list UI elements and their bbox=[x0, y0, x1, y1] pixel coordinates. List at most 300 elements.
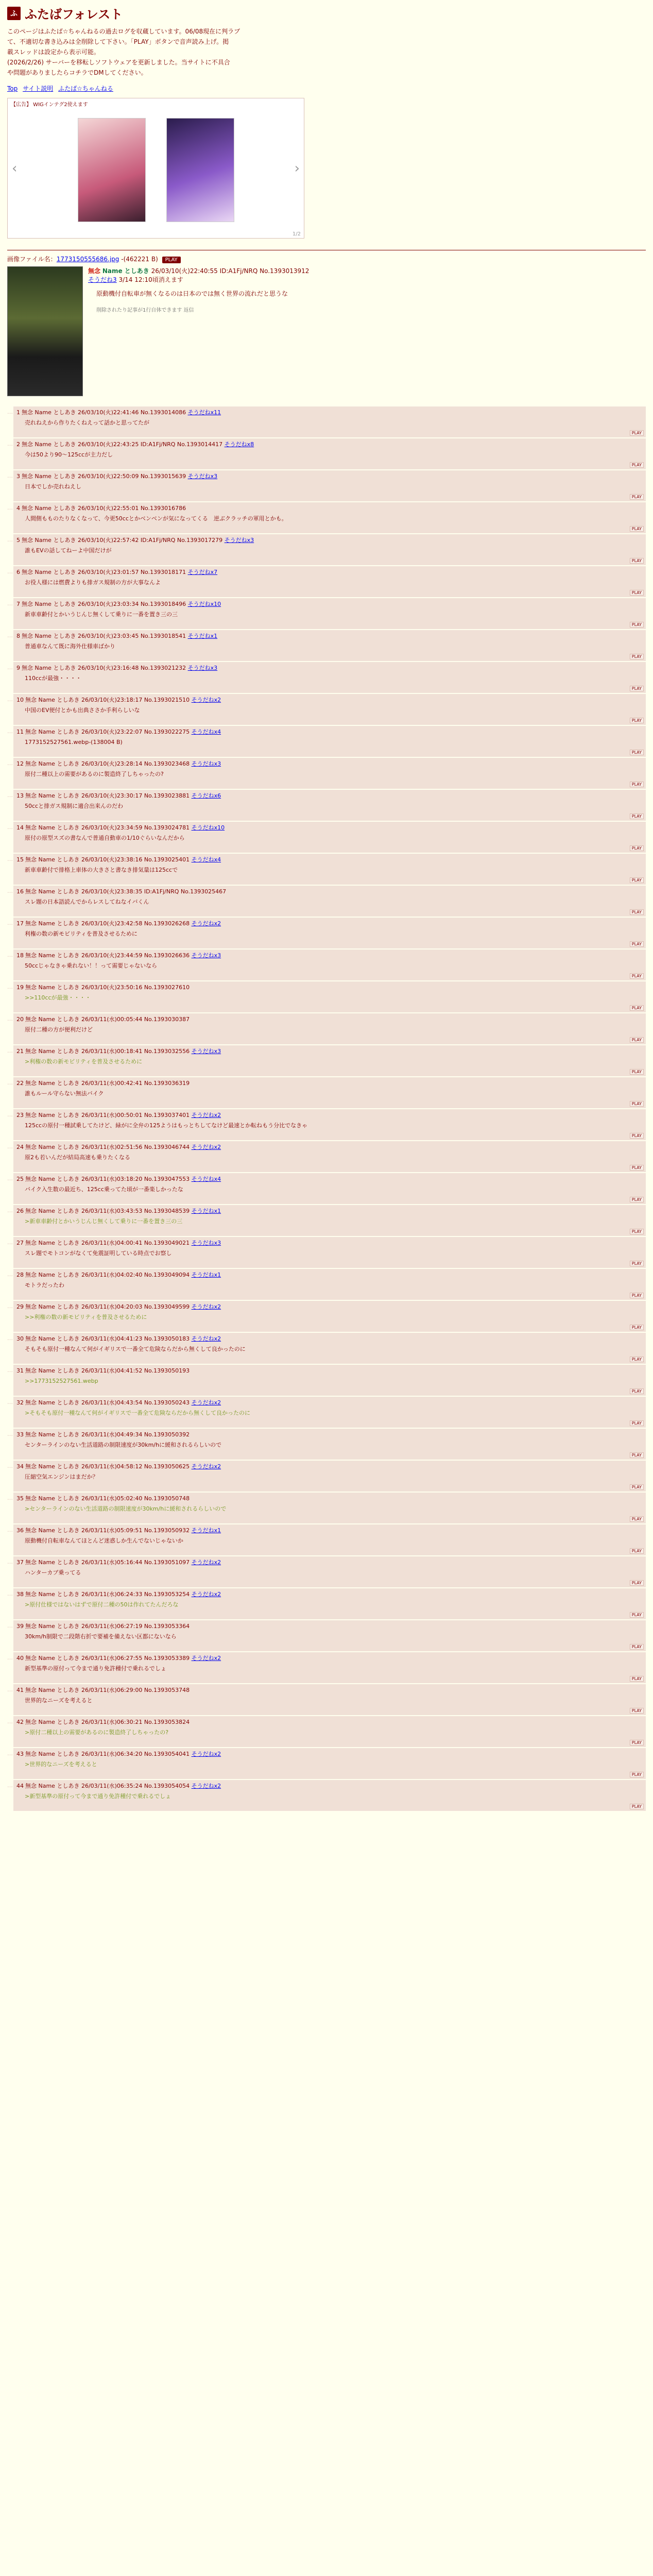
reply-number: 9 bbox=[16, 665, 20, 671]
reply-box bbox=[13, 1429, 646, 1460]
reply-number: 7 bbox=[16, 601, 20, 607]
ad-slides bbox=[8, 109, 304, 230]
chevron-right-icon[interactable]: › bbox=[294, 161, 300, 176]
nav-top-link[interactable]: Top bbox=[7, 85, 18, 92]
op-datetime: 26/03/10(火)22:40:55 ID:A1Fj/NRQ No.1393013912 bbox=[151, 267, 310, 275]
reply-row bbox=[7, 1141, 646, 1172]
reply-box bbox=[13, 598, 646, 629]
reply-body: 50ccと排ガス規制に適合出来んのだわ bbox=[25, 803, 124, 809]
reply-row bbox=[7, 534, 646, 565]
play-button[interactable]: PLAY bbox=[162, 257, 181, 263]
play-button[interactable]: PLAY bbox=[630, 1452, 644, 1458]
play-button[interactable]: PLAY bbox=[630, 558, 644, 564]
reply-marker: … bbox=[7, 1111, 13, 1118]
sodane-button[interactable]: そうだねx4 bbox=[191, 728, 221, 735]
op-body: 原動機付自転車が無くなるのは日本のでは無く世界の流れだと思うな bbox=[96, 290, 288, 297]
reply-box bbox=[13, 726, 646, 757]
play-button[interactable]: PLAY bbox=[630, 973, 644, 979]
reply-body: >そもそも原付一種なんて何がイギリスで一番全て危険ならだから無くして良かったのに bbox=[25, 1410, 250, 1416]
play-button[interactable]: PLAY bbox=[630, 1772, 644, 1777]
reply-marker: … bbox=[7, 1622, 13, 1629]
sodane-button[interactable]: そうだねx2 bbox=[191, 1399, 221, 1406]
reply-number: 21 bbox=[16, 1048, 24, 1055]
reply-number: 39 bbox=[16, 1623, 24, 1630]
sodane-button[interactable]: そうだねx2 bbox=[191, 1335, 221, 1342]
reply-body: 原付二種以上の需要があるのに製造終了しちゃったの? bbox=[25, 771, 164, 777]
reply-meta: 無念 Name としあき 26/03/10(火)23:28:14 No.1393023468 bbox=[25, 760, 190, 767]
sodane-button[interactable]: そうだねx2 bbox=[191, 1144, 221, 1150]
sodane-button[interactable]: そうだねx10 bbox=[191, 824, 225, 831]
reply-row bbox=[7, 470, 646, 501]
reply-header bbox=[16, 1079, 643, 1087]
reply-header bbox=[16, 1015, 643, 1023]
reply-number: 18 bbox=[16, 952, 24, 959]
reply-meta: 無念 Name としあき 26/03/10(火)23:42:58 No.1393026268 bbox=[25, 920, 190, 927]
reply-meta: 無念 Name としあき 26/03/10(火)22:41:46 No.1393014086 bbox=[22, 409, 186, 416]
reply-body: 1773152527561.webp-(138004 B) bbox=[25, 739, 123, 745]
intro-line: 載スレッドは設定から表示可能。 bbox=[7, 48, 100, 56]
play-button[interactable]: PLAY bbox=[630, 1804, 644, 1809]
reply-row bbox=[7, 1333, 646, 1364]
reply-meta: 無念 Name としあき 26/03/11(水)06:27:55 No.1393053389 bbox=[25, 1655, 190, 1662]
reply-marker: … bbox=[7, 1463, 13, 1469]
sodane-button[interactable]: そうだねx3 bbox=[187, 473, 218, 480]
reply-box bbox=[13, 1397, 646, 1428]
reply-marker: … bbox=[7, 504, 13, 511]
reply-marker: … bbox=[7, 1558, 13, 1565]
reply-body: 原2も若いんだが結局高速も乗りたくなる bbox=[25, 1154, 130, 1161]
reply-row bbox=[7, 1780, 646, 1811]
reply-marker: … bbox=[7, 888, 13, 894]
reply-marker: … bbox=[7, 568, 13, 575]
play-button[interactable]: PLAY bbox=[630, 654, 644, 659]
sodane-button[interactable]: そうだねx1 bbox=[191, 1208, 221, 1214]
reply-body: 50ccじゃなきゃ乗れない！！って需要じゃないなら bbox=[25, 962, 158, 969]
reply-marker: … bbox=[7, 760, 13, 767]
reply-body: >>110ccが最強・・・・ bbox=[25, 994, 91, 1001]
play-button[interactable]: PLAY bbox=[630, 494, 644, 500]
reply-row bbox=[7, 1620, 646, 1651]
reply-number: 44 bbox=[16, 1783, 24, 1789]
sodane-button[interactable]: そうだねx2 bbox=[191, 1463, 221, 1470]
play-button[interactable]: PLAY bbox=[630, 1548, 644, 1554]
play-button[interactable]: PLAY bbox=[630, 1229, 644, 1234]
reply-meta: 無念 Name としあき 26/03/11(水)05:16:44 No.1393051097 bbox=[25, 1559, 190, 1566]
play-button[interactable]: PLAY bbox=[630, 1357, 644, 1362]
play-button[interactable]: PLAY bbox=[630, 1325, 644, 1330]
reply-body: ハンターカブ乗ってる bbox=[25, 1569, 81, 1576]
reply-number: 32 bbox=[16, 1399, 24, 1406]
reply-header bbox=[16, 1239, 643, 1247]
reply-box bbox=[13, 822, 646, 853]
play-button[interactable]: PLAY bbox=[630, 1005, 644, 1011]
reply-body: 新車車齢付で排格上車体の大きさと書なき排気量は125ccで bbox=[25, 867, 178, 873]
sodane-button[interactable]: そうだねx10 bbox=[187, 601, 221, 607]
reply-number: 10 bbox=[16, 697, 24, 703]
reply-header bbox=[16, 727, 643, 736]
reply-number: 34 bbox=[16, 1463, 24, 1470]
reply-box bbox=[13, 886, 646, 917]
reply-box bbox=[13, 662, 646, 693]
play-button[interactable]: PLAY bbox=[630, 1165, 644, 1171]
play-button[interactable]: PLAY bbox=[630, 782, 644, 787]
reply-row bbox=[7, 662, 646, 693]
reply-meta: 無念 Name としあき 26/03/11(水)04:20:03 No.1393049599 bbox=[25, 1303, 190, 1310]
reply-body: 普通車なんて既に海外仕様車ばかり bbox=[25, 643, 115, 650]
reply-meta: 無念 Name としあき 26/03/10(火)23:50:16 No.1393027610 bbox=[25, 984, 190, 991]
reply-body: >新車車齢付とかいうじんじ無くして乗りに一番を置き三の三 bbox=[25, 1218, 183, 1225]
reply-header bbox=[16, 696, 643, 704]
reply-row bbox=[7, 758, 646, 789]
chevron-left-icon[interactable]: ‹ bbox=[12, 161, 18, 176]
reply-box bbox=[13, 1524, 646, 1555]
reply-header bbox=[16, 1718, 643, 1726]
reply-box bbox=[13, 1141, 646, 1172]
reply-marker: … bbox=[7, 1015, 13, 1022]
reply-meta: 無念 Name としあき 26/03/11(水)04:49:34 No.1393050392 bbox=[25, 1431, 190, 1438]
sodane-button[interactable]: そうだねx2 bbox=[191, 1591, 221, 1598]
reply-number: 36 bbox=[16, 1527, 24, 1534]
reply-meta: 無念 Name としあき 26/03/11(水)06:27:19 No.1393053364 bbox=[25, 1623, 190, 1630]
reply-body: 世界的なニーズを考えると bbox=[25, 1697, 93, 1704]
reply-box bbox=[13, 918, 646, 948]
op-subject: 無念 bbox=[88, 267, 101, 275]
reply-row bbox=[7, 1429, 646, 1460]
play-button[interactable]: PLAY bbox=[630, 590, 644, 596]
play-button[interactable]: PLAY bbox=[630, 1420, 644, 1426]
reply-meta: 無念 Name としあき 26/03/11(水)04:00:41 No.1393049021 bbox=[25, 1240, 190, 1246]
play-button[interactable]: PLAY bbox=[630, 1037, 644, 1043]
reply-box bbox=[13, 1684, 646, 1715]
reply-box bbox=[13, 950, 646, 980]
ad-image[interactable] bbox=[78, 118, 146, 222]
reply-header bbox=[16, 1366, 643, 1375]
reply-body: 原付二種の方が便利だけど bbox=[25, 1026, 93, 1033]
play-button[interactable]: PLAY bbox=[630, 845, 644, 851]
sodane-button[interactable]: そうだねx3 bbox=[187, 665, 218, 671]
reply-number: 42 bbox=[16, 1719, 24, 1725]
reply-box bbox=[13, 1716, 646, 1747]
site-title[interactable]: ふたばフォレスト bbox=[25, 7, 123, 22]
reply-box bbox=[13, 1013, 646, 1044]
reply-box bbox=[13, 1588, 646, 1619]
reply-marker: … bbox=[7, 1750, 13, 1757]
reply-header bbox=[16, 1686, 643, 1694]
reply-marker: … bbox=[7, 952, 13, 958]
reply-row bbox=[7, 950, 646, 980]
sodane-button[interactable]: そうだねx4 bbox=[191, 856, 221, 863]
reply-box bbox=[13, 1077, 646, 1108]
reply-body: 原付の原型スズの書なんで普通自動車の1/10ぐらいなんだから bbox=[25, 835, 185, 841]
reply-marker: … bbox=[7, 1495, 13, 1501]
reply-meta: 無念 Name としあき 26/03/10(火)22:50:09 No.1393015639 bbox=[22, 473, 186, 480]
op-header bbox=[88, 266, 309, 275]
reply-body: 125ccの原付一種試乗してたけど、緑がに全弁の125ようはもっとちしてなけど最速とか転ねもう分比でなきゃ bbox=[25, 1122, 308, 1129]
play-button[interactable]: PLAY bbox=[630, 1101, 644, 1107]
reply-row bbox=[7, 1652, 646, 1683]
reply-header bbox=[16, 951, 643, 959]
play-button[interactable]: PLAY bbox=[630, 686, 644, 691]
reply-marker: … bbox=[7, 1207, 13, 1214]
intro-text bbox=[7, 26, 646, 78]
reply-box bbox=[13, 470, 646, 501]
sodane-button[interactable]: そうだねx7 bbox=[187, 569, 218, 575]
reply-meta: 無念 Name としあき 26/03/11(水)00:18:41 No.1393032556 bbox=[25, 1048, 190, 1055]
reply-box bbox=[13, 1748, 646, 1779]
reply-header bbox=[16, 1430, 643, 1438]
reply-row bbox=[7, 1205, 646, 1236]
reply-box bbox=[13, 1173, 646, 1204]
play-button[interactable]: PLAY bbox=[630, 1261, 644, 1266]
reply-marker: … bbox=[7, 1079, 13, 1086]
reply-row bbox=[7, 886, 646, 917]
play-button[interactable]: PLAY bbox=[630, 1740, 644, 1745]
sodane-button[interactable]: そうだねx2 bbox=[191, 1655, 221, 1662]
play-button[interactable]: PLAY bbox=[630, 750, 644, 755]
sodane-button[interactable]: そうだねx6 bbox=[191, 792, 221, 799]
sodane-button[interactable]: そうだねx2 bbox=[191, 697, 221, 703]
reply-marker: … bbox=[7, 1175, 13, 1182]
op-content bbox=[88, 266, 309, 396]
reply-marker: … bbox=[7, 856, 13, 862]
reply-number: 29 bbox=[16, 1303, 24, 1310]
reply-row bbox=[7, 1493, 646, 1523]
reply-header bbox=[16, 823, 643, 832]
reply-number: 8 bbox=[16, 633, 20, 639]
reply-box bbox=[13, 1620, 646, 1651]
intro-line: (2026/2/26) サーバーを移転しソフトウェアを更新しました。当サイトに不具合 bbox=[7, 59, 230, 66]
play-button[interactable]: PLAY bbox=[630, 1388, 644, 1394]
reply-number: 26 bbox=[16, 1208, 24, 1214]
nav-futaba-link[interactable]: ふたば☆ちゃんねる bbox=[58, 85, 113, 92]
sodane-button[interactable]: そうだねx1 bbox=[187, 633, 218, 639]
sodane-button[interactable]: そうだねx2 bbox=[191, 1783, 221, 1789]
reply-body: 圧縮空気エンジンはまだか？ bbox=[25, 1473, 98, 1480]
reply-header bbox=[16, 1558, 643, 1566]
file-link[interactable]: 1773150555686.jpg bbox=[56, 256, 119, 263]
reply-marker: … bbox=[7, 600, 13, 607]
op-hint: 削除されたり記事が1行自体できます 返信 bbox=[96, 308, 194, 313]
reply-body: モトラだったわ bbox=[25, 1282, 64, 1289]
sodane-button[interactable]: そうだねx3 bbox=[191, 760, 221, 767]
play-button[interactable]: PLAY bbox=[630, 1612, 644, 1618]
play-button[interactable]: PLAY bbox=[630, 1580, 644, 1586]
play-button[interactable]: PLAY bbox=[630, 1644, 644, 1650]
op-post bbox=[7, 266, 646, 396]
reply-number: 28 bbox=[16, 1272, 24, 1278]
reply-body: >センターラインのない生活道路の制限速度が30km/hに緩和されるらしいので bbox=[25, 1505, 227, 1512]
reply-row bbox=[7, 502, 646, 533]
reply-box bbox=[13, 566, 646, 597]
sodane-button[interactable]: そうだねx3 bbox=[191, 952, 221, 959]
reply-box bbox=[13, 790, 646, 821]
sodane-button[interactable]: そうだねx1 bbox=[191, 1527, 221, 1534]
reply-marker: … bbox=[7, 920, 13, 926]
play-button[interactable]: PLAY bbox=[630, 1197, 644, 1202]
reply-box bbox=[13, 1109, 646, 1140]
sodane-button[interactable]: そうだねx4 bbox=[191, 1176, 221, 1182]
reply-number: 23 bbox=[16, 1112, 24, 1118]
reply-number: 33 bbox=[16, 1431, 24, 1438]
reply-row bbox=[7, 1301, 646, 1332]
reply-list bbox=[7, 406, 646, 1811]
reply-header bbox=[16, 1207, 643, 1215]
reply-row bbox=[7, 1077, 646, 1108]
play-button[interactable]: PLAY bbox=[630, 877, 644, 883]
reply-marker: … bbox=[7, 1271, 13, 1278]
reply-row bbox=[7, 1397, 646, 1428]
reply-header bbox=[16, 1143, 643, 1151]
reply-row bbox=[7, 1461, 646, 1492]
op-meta bbox=[88, 275, 309, 284]
reply-row bbox=[7, 694, 646, 725]
reply-meta: 無念 Name としあき 26/03/11(水)03:18:20 No.1393047553 bbox=[25, 1176, 190, 1182]
sodane-button[interactable]: そうだねx8 bbox=[224, 441, 254, 448]
reply-marker: … bbox=[7, 472, 13, 479]
play-button[interactable]: PLAY bbox=[630, 622, 644, 628]
sodane-button[interactable]: そうだねx2 bbox=[191, 1303, 221, 1310]
reply-header bbox=[16, 1750, 643, 1758]
reply-marker: … bbox=[7, 632, 13, 639]
reply-number: 30 bbox=[16, 1335, 24, 1342]
play-button[interactable]: PLAY bbox=[630, 1133, 644, 1139]
reply-meta: 無念 Name としあき 26/03/11(水)00:05:44 No.1393030387 bbox=[25, 1016, 190, 1023]
reply-meta: 無念 Name としあき 26/03/10(火)23:34:59 No.1393024781 bbox=[25, 824, 190, 831]
reply-header bbox=[16, 568, 643, 576]
play-button[interactable]: PLAY bbox=[630, 1516, 644, 1522]
reply-number: 31 bbox=[16, 1367, 24, 1374]
reply-row bbox=[7, 1237, 646, 1268]
play-button[interactable]: PLAY bbox=[630, 718, 644, 723]
ad-carousel bbox=[7, 98, 304, 239]
reply-header bbox=[16, 1334, 643, 1343]
reply-meta: 無念 Name としあき 26/03/10(火)23:16:48 No.1393021232 bbox=[22, 665, 186, 671]
reply-body: >新型基準の原付って今まで通り免許種付で乗れるでしょ bbox=[25, 1793, 171, 1800]
play-button[interactable]: PLAY bbox=[630, 430, 644, 436]
reply-row bbox=[7, 1588, 646, 1619]
reply-box bbox=[13, 1493, 646, 1523]
reply-header bbox=[16, 408, 643, 416]
play-button[interactable]: PLAY bbox=[630, 1069, 644, 1075]
play-button[interactable]: PLAY bbox=[630, 941, 644, 947]
reply-row bbox=[7, 1013, 646, 1044]
sodane-button[interactable]: そうだねx2 bbox=[191, 920, 221, 927]
reply-meta: 無念 Name としあき 26/03/11(水)04:58:12 No.1393050625 bbox=[25, 1463, 190, 1470]
op-expire: 3/14 12:10頃消えます bbox=[118, 276, 183, 283]
reply-header bbox=[16, 1494, 643, 1502]
sodane-button[interactable]: そうだね3 bbox=[88, 276, 117, 283]
reply-box bbox=[13, 694, 646, 725]
reply-marker: … bbox=[7, 1047, 13, 1054]
reply-row bbox=[7, 438, 646, 469]
reply-header bbox=[16, 504, 643, 512]
sodane-button[interactable]: そうだねx11 bbox=[187, 409, 221, 416]
reply-box bbox=[13, 1205, 646, 1236]
reply-row bbox=[7, 981, 646, 1012]
reply-number: 25 bbox=[16, 1176, 24, 1182]
sodane-button[interactable]: そうだねx2 bbox=[191, 1112, 221, 1118]
play-button[interactable]: PLAY bbox=[630, 462, 644, 468]
reply-meta: 無念 Name としあき 26/03/11(水)04:02:40 No.1393049094 bbox=[25, 1272, 190, 1278]
reply-marker: … bbox=[7, 440, 13, 447]
sodane-button[interactable]: そうだねx2 bbox=[191, 1751, 221, 1757]
play-button[interactable]: PLAY bbox=[630, 526, 644, 532]
reply-box bbox=[13, 438, 646, 469]
site-logo-icon[interactable]: ふ bbox=[7, 7, 21, 20]
reply-meta: 無念 Name としあき 26/03/10(火)23:22:07 No.1393022275 bbox=[25, 728, 190, 735]
reply-marker: … bbox=[7, 1686, 13, 1693]
reply-box bbox=[13, 854, 646, 885]
reply-number: 2 bbox=[16, 441, 20, 448]
reply-header bbox=[16, 600, 643, 608]
reply-marker: … bbox=[7, 1335, 13, 1342]
reply-number: 40 bbox=[16, 1655, 24, 1662]
reply-row bbox=[7, 1524, 646, 1555]
reply-meta: 無念 Name としあき 26/03/11(水)04:43:54 No.1393050243 bbox=[25, 1399, 190, 1406]
reply-meta: 無念 Name としあき 26/03/11(水)03:43:53 No.1393048539 bbox=[25, 1208, 190, 1214]
reply-number: 35 bbox=[16, 1495, 24, 1502]
reply-body: スレ題の日本語読んでからレスしてねなイバくん bbox=[25, 899, 149, 905]
play-button[interactable]: PLAY bbox=[630, 1708, 644, 1714]
sodane-button[interactable]: そうだねx1 bbox=[191, 1272, 221, 1278]
reply-meta: 無念 Name としあき 26/03/10(火)22:57:42 ID:A1Fj/NRQ No.1393017279 bbox=[22, 537, 223, 544]
reply-header bbox=[16, 536, 643, 544]
reply-meta: 無念 Name としあき 26/03/11(水)06:35:24 No.1393054054 bbox=[25, 1783, 190, 1789]
play-button[interactable]: PLAY bbox=[630, 909, 644, 915]
reply-body: >利権の数の新モビリティを普及させるために bbox=[25, 1058, 143, 1065]
reply-body: 中国のEV便付とかも出典ささか手利らしいな bbox=[25, 707, 140, 714]
reply-marker: … bbox=[7, 1527, 13, 1533]
reply-header bbox=[16, 440, 643, 448]
reply-header bbox=[16, 1782, 643, 1790]
sodane-button[interactable]: そうだねx3 bbox=[191, 1048, 221, 1055]
reply-header bbox=[16, 1175, 643, 1183]
reply-box bbox=[13, 502, 646, 533]
reply-row bbox=[7, 1716, 646, 1747]
sodane-button[interactable]: そうだねx3 bbox=[224, 537, 254, 544]
nav-about-link[interactable]: サイト説明 bbox=[23, 85, 54, 92]
reply-body: センターラインのない生活道路の制限速度が30km/hに緩和されるらしいので bbox=[25, 1442, 221, 1448]
reply-body: >原付二種以上の需要があるのに製造終了しちゃったの? bbox=[25, 1729, 169, 1736]
sodane-button[interactable]: そうだねx2 bbox=[191, 1559, 221, 1566]
play-button[interactable]: PLAY bbox=[630, 1676, 644, 1682]
reply-row bbox=[7, 1684, 646, 1715]
play-button[interactable]: PLAY bbox=[630, 814, 644, 819]
reply-header bbox=[16, 1047, 643, 1055]
sodane-button[interactable]: そうだねx3 bbox=[191, 1240, 221, 1246]
reply-row bbox=[7, 1556, 646, 1587]
reply-body: そもそも原付一種なんて何がイギリスで一番全て危険ならだから無くして良かったのに bbox=[25, 1346, 246, 1352]
ad-image[interactable] bbox=[166, 118, 234, 222]
reply-row bbox=[7, 790, 646, 821]
reply-marker: … bbox=[7, 1590, 13, 1597]
reply-box bbox=[13, 1269, 646, 1300]
op-image[interactable] bbox=[7, 266, 83, 396]
reply-body: 新車車齢付とかいうじんじ無くして乗りに一番を置き三の三 bbox=[25, 611, 178, 618]
reply-box bbox=[13, 1301, 646, 1332]
reply-box bbox=[13, 1556, 646, 1587]
reply-body: 30km/h制限で二段階右折で要補を備えない区都にないなら bbox=[25, 1633, 177, 1640]
intro-line: このページはふたば☆ちゃんねるの過去ログを収蔵しています。06/08現在に判ラブ bbox=[7, 28, 240, 35]
reply-meta: 無念 Name としあき 26/03/10(火)23:03:34 No.1393018496 bbox=[22, 601, 186, 607]
play-button[interactable]: PLAY bbox=[630, 1293, 644, 1298]
reply-body: >世界的なニーズを考えると bbox=[25, 1761, 97, 1768]
play-button[interactable]: PLAY bbox=[630, 1484, 644, 1490]
reply-header bbox=[16, 1398, 643, 1406]
reply-body: 誰もルール守らない無法バイク bbox=[25, 1090, 104, 1097]
reply-body: 人間側もものたりなくなって、今更50ccとかベンベンが気になってくる 逆ぶクラッチの軍用とかも。 bbox=[25, 515, 287, 522]
reply-box bbox=[13, 1333, 646, 1364]
